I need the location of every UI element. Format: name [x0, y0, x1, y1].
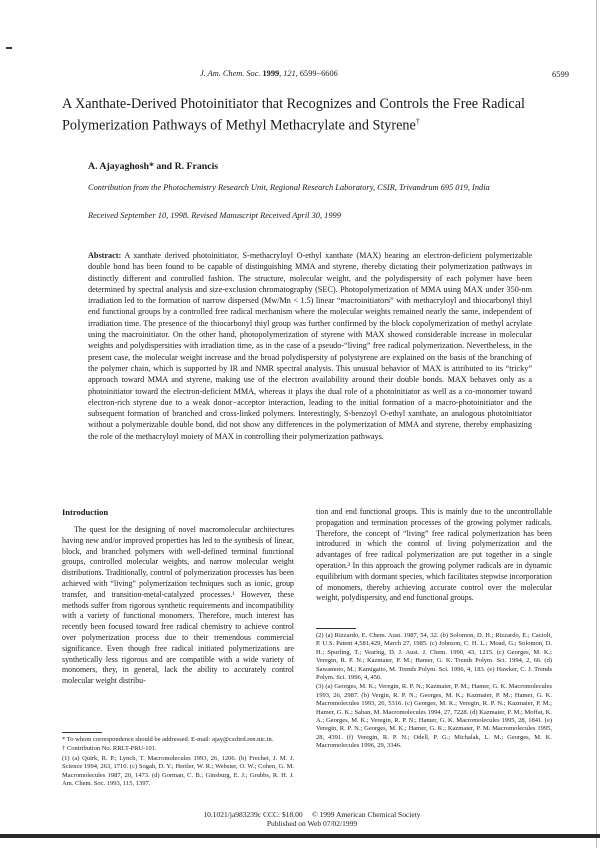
footnote: * To whom correspondence should be addressed. E-mail: ajay@csrltrd.ren.nic.in. [62, 736, 274, 743]
footnotes-left [62, 736, 294, 789]
scan-mark [6, 47, 12, 49]
received-dates: Received September 10, 1998. Revised Manuscript Received April 30, 1999 [88, 211, 341, 220]
footnote: (2) (a) Rizzardo, E. Chem. Aust. 1987, 54, 32. (b) Solomon, D. H.; Rizzardo, E.; Cacioli, P. U.S. Patent 4,581,429, March 27, 1985. (c) Johnson, C. H. L.; Moad, G.; Solomon, D. H.; Spurling, T.; Vearing, D. J. Aust. J. Chem. 1990, 43, 1215. (c) Georges, M. K.; Veregin, R. P. N.; Kazmaier, P. M.; Hamer, G. K. Trends Polym. Sci. 1994, 2, 66. (d) Sawamoto, M.; Kamigaito, M. Trends Polym. Sci. 1996, 4, 183. (e) Hawker, C. J. Trends Polym. Sci. 1996, 4, 456. [316, 632, 552, 682]
scan-edge [596, 0, 597, 848]
abstract-text: A xanthate derived photoinitiator, S-methacryloyl O-ethyl xanthate (MAX) bearing an electron-deficient polymerizable double bond has been found to be capable of distinguishing MMA and styrene, thereby dictating their polymerization pathways in distinctly different and controlled fashion. The structure, molecular weight, and the polydispersity of each polymer have been determined by spectral analysis and size-exclusion chromatography (SEC). Photopolymerization of MMA using MAX under 350-nm irradiation led to the formation of narrow dispersed (Mw/Mn < 1.5) linear “macroinitiators” with methacryloyl and thiocarbonyl thiyl end functional groups by a controlled free radical mechanism where the molecular weights remained nearly the same, independent of irradiation time. The presence of the thiocarbonyl thiyl group was further confirmed by the block copolymerization of methyl acrylate using the macroinitiator. On the other hand, photopolymerization of styrene with MAX showed considerable increase in molecular weights and polydispersities with irradiation time, as in the case of a pseudo-“living” free radical polymerization. Nevertheless, in the present case, the molecular weight increase and the broad polydispersity of polystyrene are explained on the basis of the branching of the polymer chain, which is supported by IR and NMR spectral analysis. This unusual behavior of MAX is attributed to its “tricky” approach toward MMA and styrene, making use of the electron availability around their double bonds. MAX behaves only as a photoinitiator toward the electron-deficient MMA, whereas it plays the dual role of a photoinitiator as well as a co-monomer toward electron-rich styrene due to a weak donor−acceptor interaction, leading to the initial formation of a macro-photoinitiator and the subsequent formation of branched and cross-linked polymers. Interestingly, S-benzoyl O-ethyl xanthate, an analogous photoinitiator without a polymerizable double bond, did not show any differences in the polymerization of MMA and styrene, thereby emphasizing the role of the methacryloyl moiety of MAX in controlling their polymerization pathways. [88, 251, 532, 441]
abstract [88, 250, 532, 442]
doi-copyright-line: 10.1021/ja983239c CCC: $18.00 © 1999 American Chemical Society [203, 810, 421, 819]
article-title [62, 95, 532, 135]
page-number: 6599 [552, 69, 569, 79]
title-footnote-mark: † [415, 117, 420, 126]
published-date-line: Published on Web 07/02/1999 [266, 819, 358, 828]
journal-name: J. Am. Chem. Soc. [200, 69, 261, 78]
journal-pages: 6599−6606 [299, 69, 338, 78]
authors: A. Ajayaghosh* and R. Francis [88, 161, 219, 172]
journal-year: 1999 [262, 69, 280, 78]
affiliation: Contribution from the Photochemistry Research Unit, Regional Research Laboratory, CSIR, Trivandrum 695 019, India [88, 183, 490, 192]
journal-volume: 121 [283, 69, 296, 78]
journal-header: J. Am. Chem. Soc. 1999, 121, 6599−6606 [200, 69, 338, 78]
introduction-right-column: tion and end functional groups. This is mainly due to the uncontrollable propagation and termination processes of the growing polymer radicals. Therefore, the concept of “living” free radical polymerization has been introduced in which the control of living polymerization and the advantages of free radical polymerization are put together in a single operation.² In this approach the growing polymer radicals are in dynamic equilibrium with dormant species, which facilitates stepwise incorporation of monomers, thereby achieving accurate control over the molecular weight, polydispersity, and end functional groups. [316, 507, 552, 603]
footnote-divider-left [62, 732, 102, 733]
introduction-left-column: The quest for the designing of novel macromolecular architectures having new and/or improved properties has led to the synthesis of linear, block, and branched polymers with well-defined terminal functional groups, controlled molecular weights, and narrow molecular weight distributions. Traditionally, control of polymerization processes has been achieved with “living” polymerization techniques such as ionic, group transfer, and transition-metal-catalyzed processes.¹ However, these methods suffer from rigorous synthetic requirements and incompatibility with a variety of functional monomers. Therefore, much interest has recently been focused toward free radical chemistry to achieve control over polymerization process due to their tremendous commercial significance. Even though free radical initiated polymerizations are synthetically less rigorous and are compatible with a wide variety of monomers, they, in general, lack the ability to accurately control molecular weight distribu- [62, 525, 294, 686]
article-title-text: A Xanthate-Derived Photoinitiator that Recognizes and Controls the Free Radical Polymerization Pathways of Methyl Methacrylate and Styrene [62, 96, 525, 134]
scan-bottom-bar [0, 834, 600, 838]
abstract-label: Abstract: [88, 251, 122, 260]
footnote: (3) (a) Georges, M. K.; Veregin, R. P. N.; Kazmaier, P. M.; Hamer, G. K. Macromolecules 1993, 26, 2987. (b) Vergin, R. P. N.; Georges, M. K.; Kazmaier, P. M.; Hamer, G. K. Macromolecules 1993, 26, 5316. (c) Georges, M. K.; Veregin, R. P. N.; Kazmaier, P. M.; Hamer, G. K.; Saban, M. Macromolecules 1994, 27, 7228. (d) Kazmaier, P. M.; Moffat, K. A.; Georges, M. K.; Veregin, R. P. N.; Hamer, G. K. Macromolecules 1995, 28, 1841. (e) Veregin, R. P. N.; Georges, M. K.; Hamer, G. K.; Kazmaier, P. M. Macromolecules 1995, 28, 4391. (f) Veregin, R. P. N.; Odell, P. G.; Michalak, L. M.; Georges, M. K. Macromolecules 1996, 29, 3346. [316, 683, 552, 750]
introduction-heading: Introduction [62, 507, 109, 517]
footnote: † Contribution No. RRLT-PRU-101. [62, 745, 157, 753]
footnotes-right [316, 632, 552, 752]
footnote-divider-right [316, 628, 356, 629]
footnote: (1) (a) Quirk, R. P.; Lynch, T. Macromolecules 1993, 26, 1206. (b) Frechet, J. M. J. Science 1994, 263, 1710. (c) Sogah, D. Y.; Hertler, W. R.; Webster, O. W.; Cohen, G. M. Macromolecules 1987, 20, 1473. (d) Gorman, C. B.; Ginsburg, E. J.; Grubbs, R. H. J. Am. Chem. Soc. 1993, 115, 1397. [62, 754, 294, 788]
